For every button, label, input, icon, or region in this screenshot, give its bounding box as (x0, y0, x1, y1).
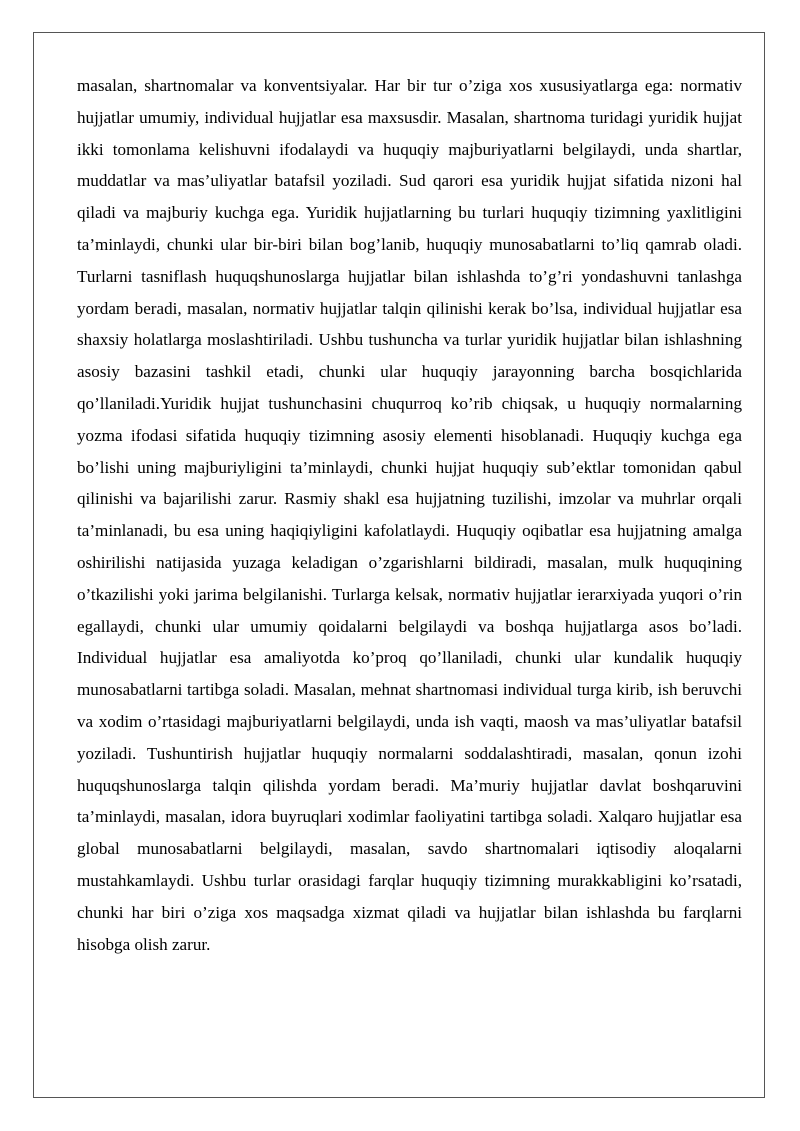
document-body (77, 70, 742, 960)
body-paragraph: masalan, shartnomalar va konventsiyalar. Har bir tur o’ziga xos xususiyatlarga ega: normativ hujjatlar umumiy, individual hujjatlar esa maxsusdir. Masalan, shartnoma turidagi yuridik hujjat ikki tomonlama kelishuvni ifodalaydi va huquqiy majburiyatlarni belgilaydi, unda shartlar, muddatlar va mas’uliyatlar batafsil yoziladi. Sud qarori esa yuridik hujjat sifatida nizoni hal qiladi va majburiy kuchga ega. Yuridik hujjatlarning bu turlari huquqiy tizimning yaxlitligini ta’minlaydi, chunki ular bir-biri bilan bog’lanib, huquqiy munosabatlarni to’liq qamrab oladi. Turlarni tasniflash huquqshunoslarga hujjatlar bilan ishlashda to’g’ri yondashuvni tanlashga yordam beradi, masalan, normativ hujjatlar talqin qilinishi kerak bo’lsa, individual hujjatlar esa shaxsiy holatlarga moslashtiriladi. Ushbu tushuncha va turlar yuridik hujjatlar bilan ishlashning asosiy bazasini tashkil etadi, chunki ular huquqiy jarayonning barcha bosqichlarida qo’llaniladi.Yuridik hujjat tushunchasini chuqurroq ko’rib chiqsak, u huquqiy normalarning yozma ifodasi sifatida huquqiy tizimning asosiy elementi hisoblanadi. Huquqiy kuchga ega bo’lishi uning majburiyligini ta’minlaydi, chunki hujjat huquqiy sub’ektlar tomonidan qabul qilinishi va bajarilishi zarur. Rasmiy shakl esa hujjatning tuzilishi, imzolar va muhrlar orqali ta’minlanadi, bu esa uning haqiqiyligini kafolatlaydi. Huquqiy oqibatlar esa hujjatning amalga oshirilishi natijasida yuzaga keladigan o’zgarishlarni bildiradi, masalan, mulk huquqining o’tkazilishi yoki jarima belgilanishi. Turlarga kelsak, normativ hujjatlar ierarxiyada yuqori o’rin egallaydi, chunki ular umumiy qoidalarni belgilaydi va boshqa hujjatlarga asos bo’ladi. Individual hujjatlar esa amaliyotda ko’proq qo’llaniladi, chunki ular kundalik huquqiy munosabatlarni tartibga soladi. Masalan, mehnat shartnomasi individual turga kirib, ish beruvchi va xodim o’rtasidagi majburiyatlarni belgilaydi, unda ish vaqti, maosh va mas’uliyatlar batafsil yoziladi. Tushuntirish hujjatlar huquqiy normalarni soddalashtiradi, masalan, qonun izohi huquqshunoslarga talqin qilishda yordam beradi. Ma’muriy hujjatlar davlat boshqaruvini ta’minlaydi, masalan, idora buyruqlari xodimlar faoliyatini tartibga soladi. Xalqaro hujjatlar esa global munosabatlarni belgilaydi, masalan, savdo shartnomalari iqtisodiy aloqalarni mustahkamlaydi. Ushbu turlar orasidagi farqlar huquqiy tizimning murakkabligini ko’rsatadi, chunki har biri o’ziga xos maqsadga xizmat qiladi va hujjatlar bilan ishlashda bu farqlarni hisobga olish zarur. (77, 76, 742, 954)
